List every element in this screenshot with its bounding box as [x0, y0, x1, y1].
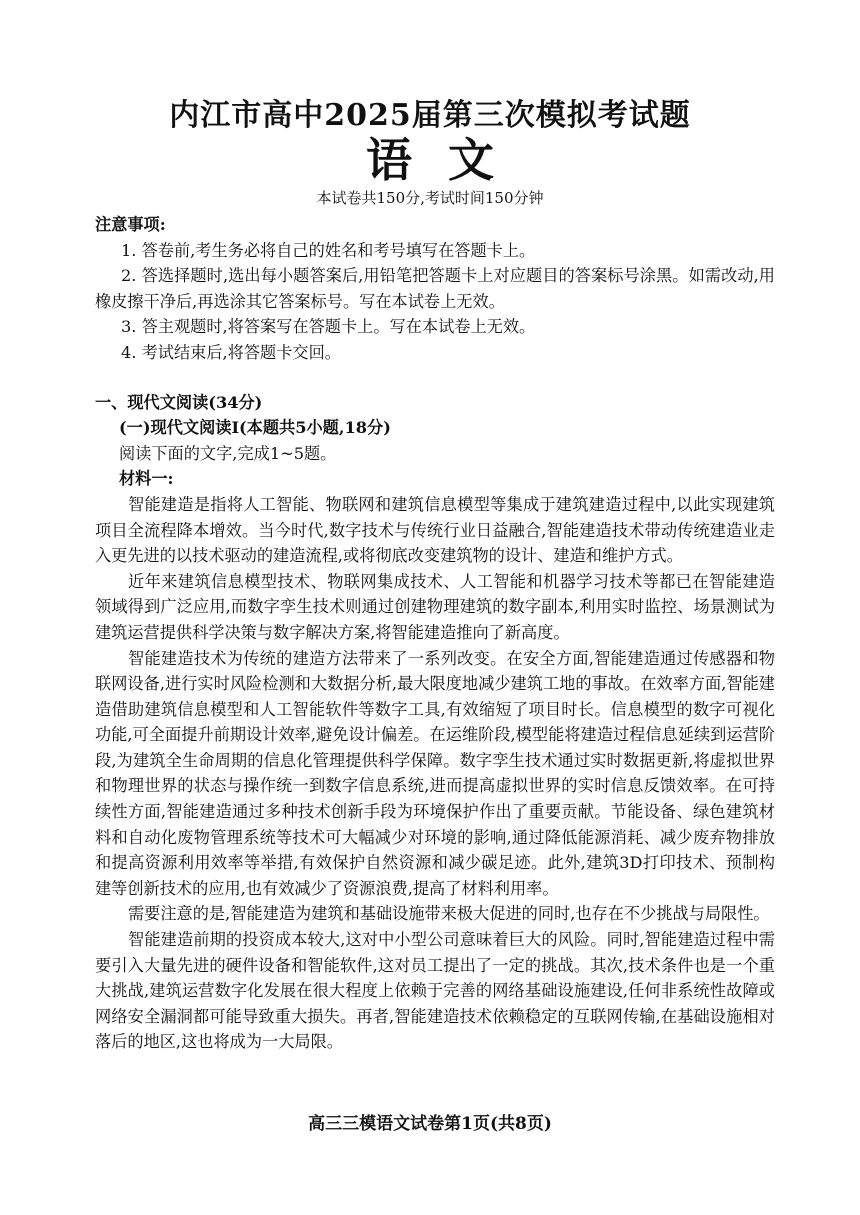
sub-section-heading: (一)现代文阅读Ⅰ(本题共5小题,18分): [119, 418, 391, 438]
spacer: [95, 366, 775, 390]
notice-item: 2. 答选择题时,选出每小题答案后,用铅笔把答题卡上对应题目的答案标号涂黑。如需改动,用橡皮擦干净后,再选涂其它答案标号。写在本试卷上无效。: [95, 266, 775, 311]
notice-heading: 注意事项:: [95, 215, 166, 234]
exam-subject: 语文: [366, 133, 530, 187]
notice-item: 3. 答主观题时,将答案写在答题卡上。写在本试卷上无效。: [121, 317, 536, 337]
exam-title: 内江市高中2025届第三次模拟考试题: [169, 98, 691, 133]
material-paragraph: 近年来建筑信息模型技术、物联网集成技术、人工智能和机器学习技术等都已在智能建造领域得到广泛应用,而数字孪生技术则通过创建物理建筑的数字副本,利用实时监控、场景测试为建筑运营提供科学决策与数字解决方案,将智能建造推向了新高度。: [95, 571, 775, 642]
material-paragraph: 需要注意的是,智能建造为建筑和基础设施带来极大促进的同时,也存在不少挑战与局限性。: [128, 904, 770, 924]
page-footer: 高三三模语文试卷第1页(共8页): [308, 1114, 552, 1134]
reading-instruction: 阅读下面的文字,完成1~5题。: [119, 443, 337, 463]
material-paragraph: 智能建造是指将人工智能、物联网和建筑信息模型等集成于建筑建造过程中,以此实现建筑项目全流程降本增效。当今时代,数字技术与传统行业日益融合,智能建造技术带动传统建造业走入更先进的以技术驱动的建造流程,或将彻底改变建筑物的设计、建造和维护方式。: [95, 494, 775, 566]
exam-content: [95, 212, 775, 1055]
material-paragraph: 智能建造前期的投资成本较大,这对中小型公司意味着巨大的风险。同时,智能建造过程中需要引入大量先进的硬件设备和智能软件,这对员工提出了一定的挑战。其次,技术条件也是一个重大挑战,建筑运营数字化发展在很大程度上依赖于完善的网络基础设施建设,任何非系统性故障或网络安全漏洞都可能导致重大损失。再者,智能建造技术依赖稳定的互联网传输,在基础设施相对落后的地区,这也将成为一大局限。: [95, 930, 775, 1052]
material-label: 材料一:: [119, 469, 174, 489]
score-time-note: 本试卷共150分,考试时间150分钟: [316, 189, 544, 207]
notice-item: 1. 答卷前,考生务必将自己的姓名和考号填写在答题卡上。: [121, 240, 536, 260]
section-heading: 一、现代文阅读(34分): [95, 392, 263, 412]
material-paragraph: 智能建造技术为传统的建造方法带来了一系列改变。在安全方面,智能建造通过传感器和物联网设备,进行实时风险检测和大数据分析,最大限度地减少建筑工地的事故。在效率方面,智能建造借助建筑信息模型和人工智能软件等数字工具,有效缩短了项目时长。信息模型的数字可视化功能,可全面提升前期设计效率,避免设计偏差。在运维阶段,模型能将建造过程信息延续到运营阶段,为建筑全生命周期的信息化管理提供科学保障。数字孪生技术通过实时数据更新,将虚拟世界和物理世界的状态与操作统一到数字信息系统,进而提高虚拟世界的实时信息反馈效率。在可持续性方面,智能建造通过多种技术创新手段为环境保护作出了重要贡献。节能设备、绿色建筑材料和自动化废物管理系统等技术可大幅减少对环境的影响,通过降低能源消耗、减少废弃物排放和提高资源利用效率等举措,有效保护自然资源和减少碳足迹。此外,建筑3D打印技术、预制构建等创新技术的应用,也有效减少了资源浪费,提高了材料利用率。: [95, 648, 775, 898]
notice-item: 4. 考试结束后,将答题卡交回。: [121, 342, 341, 362]
